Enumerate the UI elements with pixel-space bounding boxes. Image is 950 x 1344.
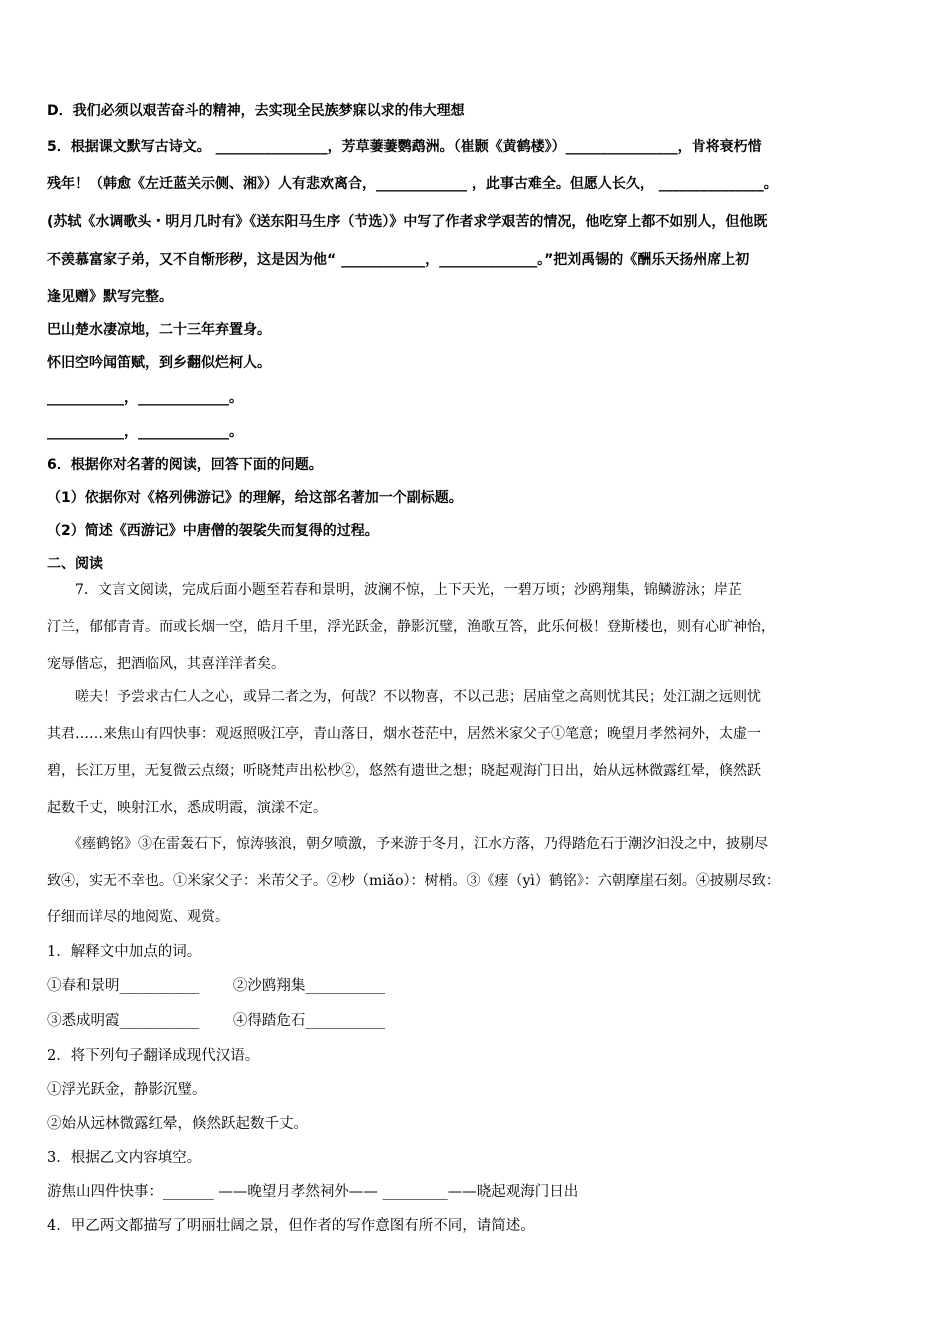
q6-part-2: （2）简述《西游记》中唐僧的袈裟失而复得的过程。 [47, 523, 379, 539]
q6-part-1: （1）依据你对《格列佛游记》的理解，给这部名著加一个副标题。 [47, 490, 463, 506]
q5-line-5: 逢见赠》默写完整。 [47, 289, 173, 305]
sub-q2-item-1: ①浮光跃金，静影沉璧。 [47, 1082, 207, 1098]
section-reading: 二、阅读 [47, 556, 103, 572]
option-d: D．我们必须以艰苦奋斗的精神，去实现全民族梦寐以求的伟大理想 [47, 103, 465, 119]
passage-b-line-1: 嗟夫！予尝求古仁人之心，或异二者之为，何哉？不以物喜，不以己悲；居庙堂之高则忧其民；处江湖之远则忧 [47, 689, 761, 705]
sub-q4-title: 4．甲乙两文都描写了明丽壮阔之景，但作者的写作意图有所不同，请简述。 [47, 1218, 535, 1234]
sub-q3-title: 3．根据乙文内容填空。 [47, 1150, 202, 1166]
q7-line-1: 7．文言文阅读，完成后面小题至若春和景明，波澜不惊，上下天光，一碧万顷；沙鸥翔集，锦鳞游泳；岸芷 [47, 582, 742, 598]
passage-c-line-1: 《瘗鹤铭》③在雷轰石下，惊涛骇浪，朝夕喷激，予来游于冬月，江水方落，乃得踏危石于潮汐汩没之中，披剔尽 [47, 836, 768, 852]
poem-line-1: 巴山楚水凄凉地，二十三年弃置身。 [47, 322, 271, 338]
passage-b-line-3: 碧，长江万里，无复微云点缀；听晓梵声出松杪②，悠然有遗世之想；晓起观海门日出，始从远林微露红晕，倏然跃 [47, 763, 761, 779]
sub-q1-title: 1．解释文中加点的词。 [47, 944, 202, 960]
q5-line-1: 5．根据课文默写古诗文。 ________________，芳草萋萋鹦鹉洲。（崔颢《黄鹤楼》）________________，肯将衰朽惜 [47, 139, 762, 155]
q6-title: 6．根据你对名著的阅读，回答下面的问题。 [47, 457, 323, 473]
sub-q3-fill: 游焦山四件快事：_______ ——晚望月孝然祠外—— _________——晓起观海门日出 [47, 1184, 579, 1200]
passage-c-line-2: 致④，实无不幸也。①米家父子：米芾父子。②杪（miǎo）：树梢。③《瘗（yì）鹤铭》：六朝摩崖石刻。④披剔尽致： [47, 873, 780, 889]
poem-blank-2: ___________，_____________。 [47, 424, 243, 440]
sub-q1-items-2: ③悉成明霞___________ ④得踏危石___________ [47, 1013, 386, 1029]
q5-line-2: 残年！（韩愈《左迁蓝关示侧、湘》）人有悲欢离合，_____________ ，此事古难全。但愿人长久， _______________。 [47, 176, 778, 192]
poem-blank-1: ___________，_____________。 [47, 390, 243, 406]
q5-line-4: 不羡慕富家子弟，又不自惭形秽，这是因为他“ ____________，______________。”把刘禹锡的《酬乐天扬州席上初 [47, 252, 750, 268]
sub-q2-title: 2．将下列句子翻译成现代汉语。 [47, 1048, 260, 1064]
q7-line-2: 汀兰，郁郁青青。而或长烟一空，皓月千里，浮光跃金，静影沉璧，渔歌互答，此乐何极！登斯楼也，则有心旷神怡， [47, 619, 775, 635]
passage-b-line-4: 起数千丈，映射江水，悉成明霞，演漾不定。 [47, 800, 327, 816]
q5-line-3: (苏轼《水调歌头・明月几时有》《送东阳马生序（节选）》中写了作者求学艰苦的情况，他吃穿上都不如别人，但他既 [47, 214, 768, 230]
poem-line-2: 怀旧空吟闻笛赋，到乡翻似烂柯人。 [47, 355, 271, 371]
passage-c-line-3: 仔细而详尽的地阅览、观赏。 [47, 909, 229, 925]
sub-q2-item-2: ②始从远林微露红晕，倏然跃起数千丈。 [47, 1116, 308, 1132]
q7-line-3: 宠辱偕忘，把酒临风，其喜洋洋者矣。 [47, 656, 285, 672]
sub-q1-items-1: ①春和景明___________ ②沙鸥翔集___________ [47, 978, 386, 994]
passage-b-line-2: 其君……来焦山有四快事：观返照吸江亭，青山落日，烟水苍茫中，居然米家父子①笔意；晚望月孝然祠外，太虚一 [47, 726, 761, 742]
